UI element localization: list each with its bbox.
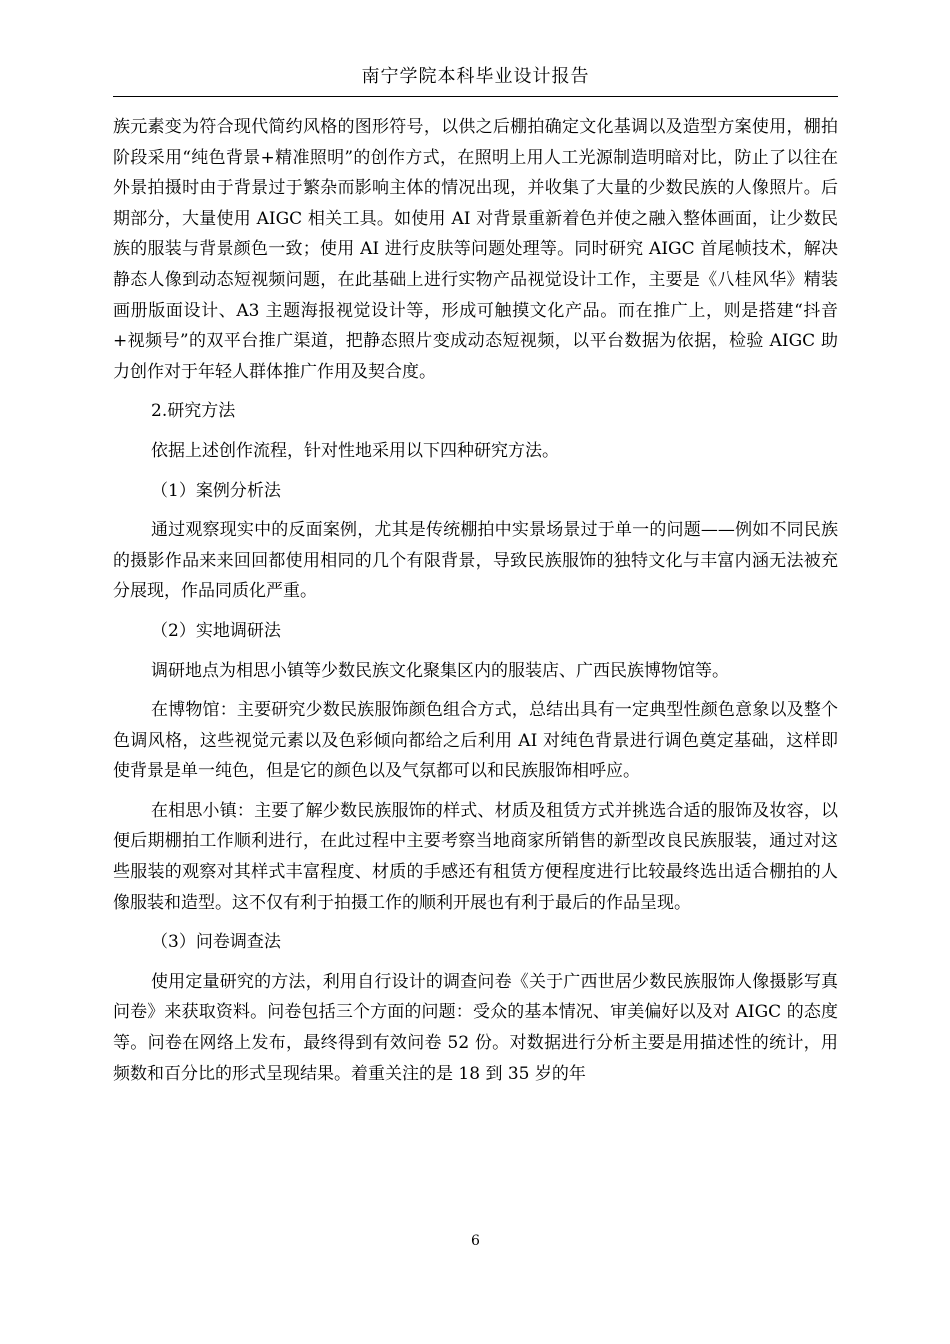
paragraph-xiangsi-town: 在相思小镇：主要了解少数民族服饰的样式、材质及租赁方式并挑选合适的服饰及妆容，以便后期棚拍工作顺利进行，在此过程中主要考察当地商家所销售的新型改良民族服装，通过对这些服装的观察对其样式丰富程度、材质的手感还有租赁方便程度进行比较最终选出适合棚拍的人像服装和造型。这不仅有利于拍摄工作的顺利开展也有利于最后的作品呈现。 bbox=[113, 800, 838, 913]
body-content bbox=[113, 112, 838, 1089]
section-heading-research-methods: 2.研究方法 bbox=[151, 401, 236, 422]
paragraph-field-locations: 调研地点为相思小镇等少数民族文化聚集区内的服装店、广西民族博物馆等。 bbox=[151, 660, 729, 681]
subheading-case-analysis: （1）案例分析法 bbox=[151, 480, 281, 501]
subheading-questionnaire: （3）问卷调查法 bbox=[151, 932, 281, 953]
subheading-field-research: （2）实地调研法 bbox=[151, 620, 281, 641]
page-header-title: 南宁学院本科毕业设计报告 bbox=[361, 66, 590, 87]
header-divider bbox=[113, 96, 838, 97]
paragraph-methods-intro: 依据上述创作流程，针对性地采用以下四种研究方法。 bbox=[151, 440, 559, 461]
page-number: 6 bbox=[471, 1233, 480, 1249]
paragraph-questionnaire: 使用定量研究的方法，利用自行设计的调查问卷《关于广西世居少数民族服饰人像摄影写真问卷》来获取资料。问卷包括三个方面的问题：受众的基本情况、审美偏好以及对 AIGC 的态度等。问卷在网络上发布，最终得到有效问卷 52 份。对数据进行分析主要是用描述性的统计，用频数和百分比的形式呈现结果。着重关注的是 18 到 35 岁的年 bbox=[113, 971, 838, 1084]
paragraph-case-analysis: 通过观察现实中的反面案例，尤其是传统棚拍中实景场景过于单一的问题——例如不同民族的摄影作品来来回回都使用相同的几个有限背景，导致民族服饰的独特文化与丰富内涵无法被充分展现，作品同质化严重。 bbox=[113, 520, 838, 602]
paragraph-museum: 在博物馆：主要研究少数民族服饰颜色组合方式，总结出具有一定典型性颜色意象以及整个色调风格，这些视觉元素以及色彩倾向都给之后利用 AI 对纯色背景进行调色奠定基础，这样即使背景是单一纯色，但是它的颜色以及气氛都可以和民族服饰相呼应。 bbox=[113, 700, 838, 782]
paragraph-continued: 族元素变为符合现代简约风格的图形符号，以供之后棚拍确定文化基调以及造型方案使用，棚拍阶段采用“纯色背景+精准照明”的创作方式，在照明上用人工光源制造明暗对比，防止了以往在外景拍摄时由于背景过于繁杂而影响主体的情况出现，并收集了大量的少数民族的人像照片。后期部分，大量使用 AIGC 相关工具。如使用 AI 对背景重新着色并使之融入整体画面，让少数民族的服装与背景颜色一致；使用 AI 进行皮肤等问题处理等。同时研究 AIGC 首尾帧技术，解决静态人像到动态短视频问题，在此基础上进行实物产品视觉设计工作，主要是《八桂风华》精装画册版面设计、A3 主题海报视觉设计等，形成可触摸文化产品。而在推广上，则是搭建“抖音+视频号”的双平台推广渠道，把静态照片变成动态短视频，以平台数据为依据，检验 AIGC 助力创作对于年轻人群体推广作用及契合度。 bbox=[113, 117, 838, 382]
